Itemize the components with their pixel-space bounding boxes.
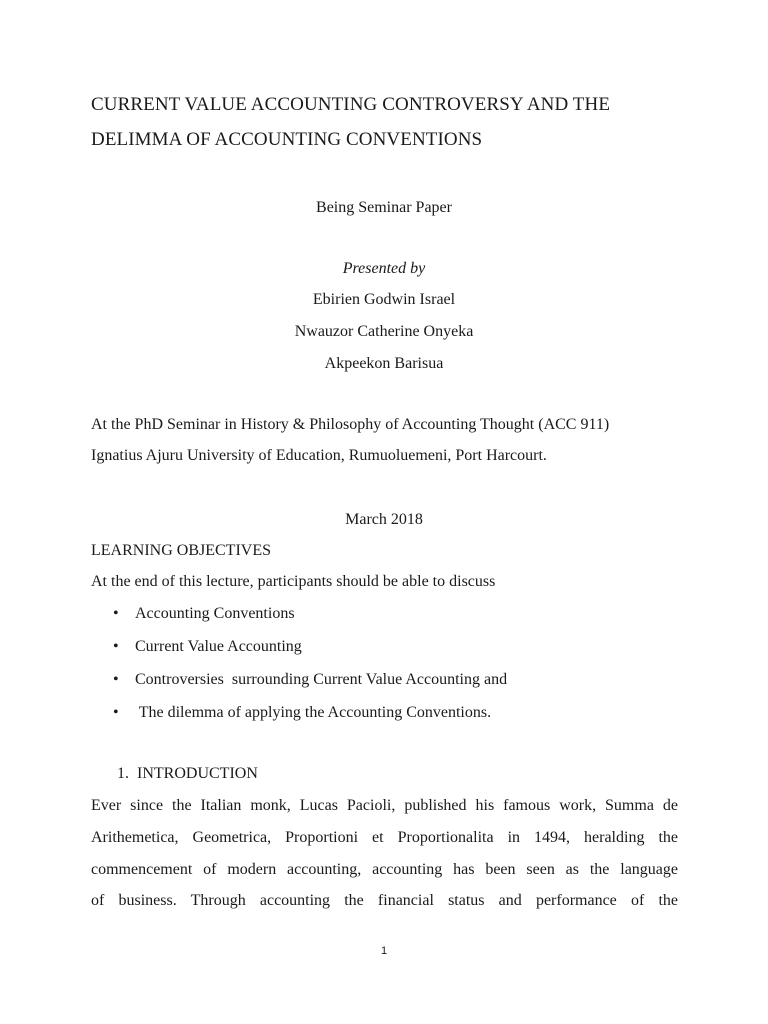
objective-item-text: Current Value Accounting [135,638,302,655]
intro-paragraph-line-4: of business. Through accounting the financial status and performance of the [91,892,678,909]
presented-by-label: Presented by [342,260,426,277]
author-2: Nwauzor Catherine Onyeka [294,323,474,340]
objectives-heading: LEARNING OBJECTIVES [91,542,271,559]
intro-paragraph-line-2: Arithemetica, Geometrica, Proportioni et Proportionalita in 1494, heralding the [91,829,678,846]
page-number: 1 [380,945,388,957]
objective-item-text: The dilemma of applying the Accounting Conventions. [135,704,492,721]
objective-item-text: Controversies surrounding Current Value Accounting and [135,671,508,688]
author-3: Akpeekon Barisua [324,355,444,372]
date: March 2018 [345,511,423,528]
paper-title-line-1: CURRENT VALUE ACCOUNTING CONTROVERSY AND THE [91,94,611,115]
objective-item-1 [113,604,295,624]
objective-item-3 [113,670,507,690]
subtitle: Being Seminar Paper [316,199,452,216]
author-1: Ebirien Godwin Israel [312,291,456,308]
venue-line-2: Ignatius Ajuru University of Education, Rumuoluemeni, Port Harcourt. [91,447,547,464]
bullet-icon: • [113,704,119,721]
objective-item-4 [113,703,491,723]
bullet-icon: • [113,671,119,688]
intro-paragraph-line-1: Ever since the Italian monk, Lucas Pacioli, published his famous work, Summa de [91,797,678,814]
bullet-icon: • [113,605,119,622]
bullet-icon: • [113,638,119,655]
objective-item-text: Accounting Conventions [135,605,295,622]
intro-paragraph-line-3: commencement of modern accounting, accounting has been seen as the language [91,861,678,878]
introduction-heading: 1. INTRODUCTION [117,765,258,782]
objective-item-2 [113,637,302,657]
venue-line-1: At the PhD Seminar in History & Philosophy of Accounting Thought (ACC 911) [91,416,610,433]
paper-title-line-2: DELIMMA OF ACCOUNTING CONVENTIONS [91,129,483,150]
objectives-intro: At the end of this lecture, participants should be able to discuss [91,573,496,590]
